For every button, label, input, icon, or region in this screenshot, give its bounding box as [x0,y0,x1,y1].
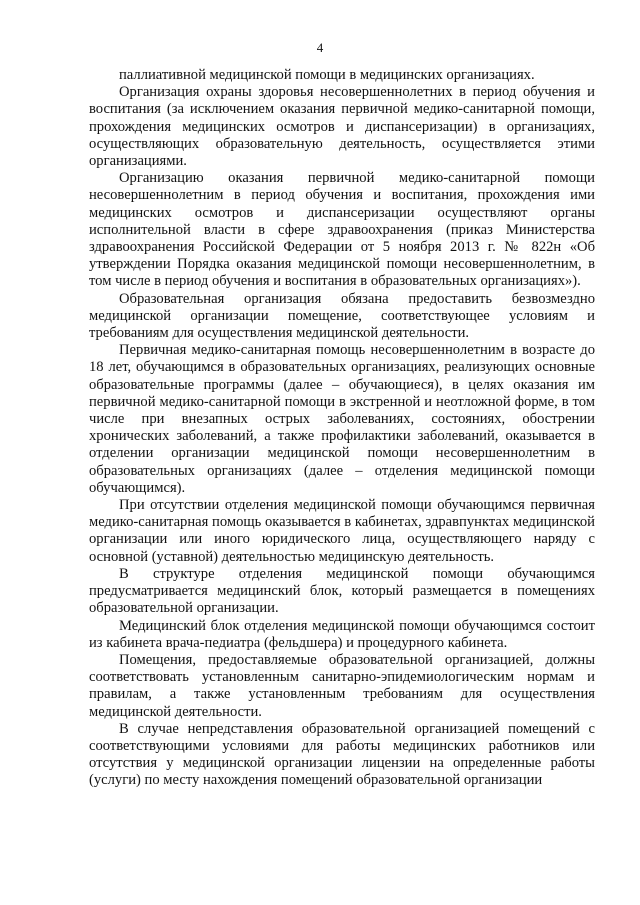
paragraph-6: При отсутствии отделения медицинской помощи обучающимся первичная медико-санитарная помощь оказывается в кабинетах, здравпунктах медицинской организации или иного юридического лица, осуществляющего наряду с основной (уставной) деятельностью медицинскую деятельность. [89,497,595,565]
paragraph-5: Первичная медико-санитарная помощь несовершеннолетним в возрасте до 18 лет, обучающимся в образовательных организациях, реализующих основные образовательные программы (далее – обучающиеся), в целях оказания им первичной медико-санитарной помощи в экстренной и неотложной форме, в том числе при внезапных острых заболеваниях, состояниях, обострении хронических заболеваний, а также профилактики заболеваний, оказывается в отделении организации медицинской помощи несовершеннолетним в образовательных организациях (далее – отделения медицинской помощи обучающимся). [89,342,595,496]
paragraph-10: В случае непредставления образовательной организацией помещений с соответствующими условиями для работы медицинских работников или отсутствия у медицинской организации лицензии на определенные работы (услуги) по месту нахождения помещений образовательной организации [89,720,595,789]
paragraph-1: паллиативной медицинской помощи в медицинских организациях. [119,67,535,83]
paragraph-2: Организация охраны здоровья несовершеннолетних в период обучения и воспитания (за исключением оказания первичной медико-санитарной помощи, прохождения медицинских осмотров и диспансеризации) в организациях, осуществляющих образовательную деятельность, осуществляется этими организациями. [89,84,595,170]
paragraph-8: Медицинский блок отделения медицинской помощи обучающимся состоит из кабинета врача-педиатра (фельдшера) и процедурного кабинета. [89,617,595,651]
page-number: 4 [316,40,324,55]
paragraph-7: В структуре отделения медицинской помощи обучающимся предусматривается медицинский блок, который размещается в помещениях образовательной организации. [89,565,595,617]
paragraph-3: Организацию оказания первичной медико-санитарной помощи несовершеннолетним в период обучения и воспитания, прохождения ими медицинских осмотров и диспансеризации осуществляют органы исполнительной власти в сфере здравоохранения (приказ Министерства здравоохранения Российской Федерации от 5 ноября 2013 г. № 822н «Об утверждении Порядка оказания медицинской помощи несовершеннолетним, в том числе в период обучения и воспитания в образовательных организациях»). [89,170,595,290]
paragraph-9: Помещения, предоставляемые образовательной организацией, должны соответствовать установленным санитарно-эпидемиологическим нормам и правилам, а также установленным требованиям для осуществления медицинской деятельности. [89,651,595,720]
document-body [89,67,595,790]
paragraph-4: Образовательная организация обязана предоставить безвозмездно медицинской организации помещение, соответствующее условиям и требованиям для осуществления медицинской деятельности. [89,290,595,342]
